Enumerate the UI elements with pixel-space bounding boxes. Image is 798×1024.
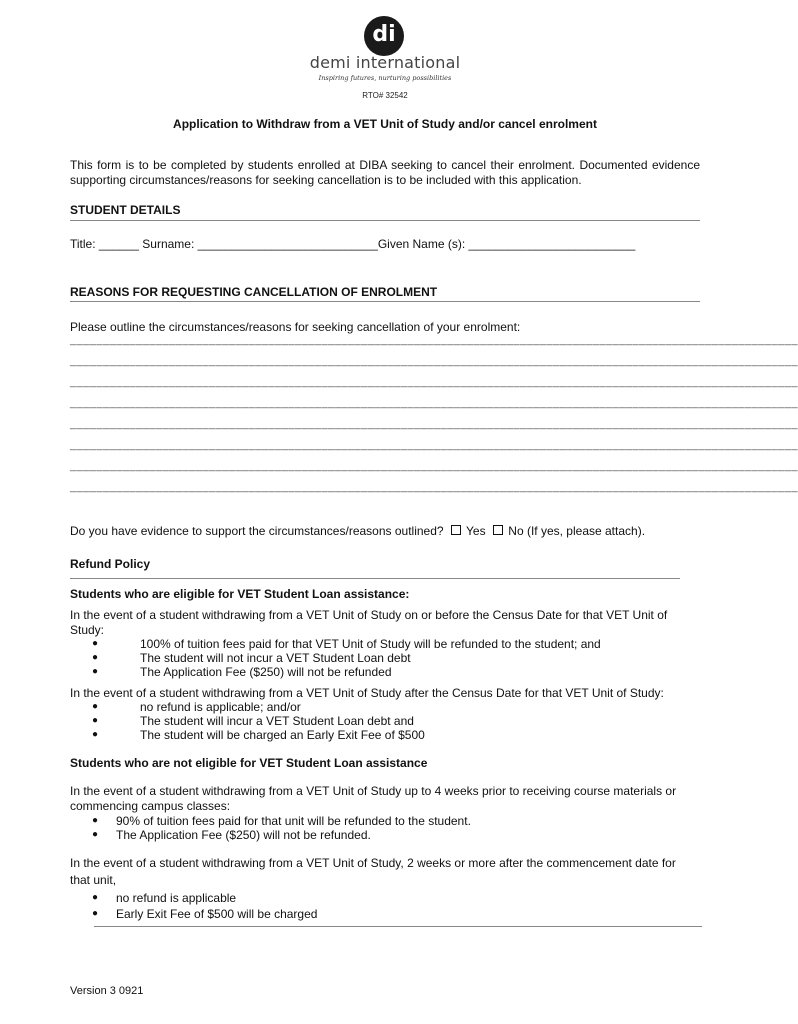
student-details-fields[interactable]: Title: ______ Surname: ___________________________Given Name (s): _________________________ — [70, 237, 636, 251]
reasons-prompt: Please outline the circumstances/reasons for seeking cancellation of your enrolment: — [70, 320, 521, 334]
reason-line[interactable]: ______________________________________________________________________________________________________________ — [70, 355, 798, 367]
no-checkbox[interactable] — [493, 525, 503, 535]
rto-number: RTO# 32542 — [362, 91, 408, 100]
list-item: ● The Application Fee ($250) will not be refunded — [92, 665, 392, 679]
not-eligible-first-text: In the event of a student withdrawing from a VET Unit of Study up to 4 weeks prior to receiving course materials or commencing campus classes: — [70, 784, 677, 813]
not-eligible-heading: Students who are not eligible for VET Student Loan assistance — [70, 756, 428, 770]
yes-checkbox[interactable] — [451, 525, 461, 535]
list-item: ● no refund is applicable — [92, 891, 237, 905]
eligible-before-text: In the event of a student withdrawing from a VET Unit of Study on or before the Census Date for that VET Unit of Study: — [70, 608, 668, 637]
no-label: No (If yes, please attach). — [508, 524, 646, 538]
eligible-heading: Students who are eligible for VET Student Loan assistance: — [70, 587, 410, 601]
form-title: Application to Withdraw from a VET Unit of Study and/or cancel enrolment — [173, 117, 597, 131]
list-item: ● Early Exit Fee of $500 will be charged — [92, 907, 318, 921]
divider — [94, 926, 702, 927]
org-name: demi international — [309, 53, 461, 72]
eligible-before-list — [70, 637, 700, 679]
divider — [70, 578, 680, 579]
reasons-heading: REASONS FOR REQUESTING CANCELLATION OF ENROLMENT — [70, 285, 438, 299]
list-item: ● 90% of tuition fees paid for that unit will be refunded to the student. — [92, 814, 471, 828]
not-eligible-second-text: In the event of a student withdrawing from a VET Unit of Study, 2 weeks or more after the commencement date for that unit, — [70, 856, 676, 887]
list-item: ● 100% of tuition fees paid for that VET Unit of Study will be refunded to the student; and — [92, 637, 601, 651]
reason-line[interactable]: ______________________________________________________________________________________________________________ — [70, 397, 798, 409]
student-details-heading: STUDENT DETAILS — [70, 203, 181, 217]
divider — [70, 220, 700, 221]
not-eligible-second-list — [70, 890, 700, 922]
reason-line[interactable]: ______________________________________________________________________________________________________________ — [70, 439, 798, 451]
reason-line[interactable]: ______________________________________________________________________________________________________________ — [70, 460, 798, 472]
list-item: ● The Application Fee ($250) will not be refunded. — [92, 828, 371, 842]
reason-line[interactable]: ______________________________________________________________________________________________________________ — [70, 418, 798, 430]
org-tagline: Inspiring futures, nurturing possibilities — [318, 74, 452, 82]
not-eligible-first-list — [70, 814, 700, 842]
reason-line[interactable]: ______________________________________________________________________________________________________________ — [70, 376, 798, 388]
list-item: ● The student will be charged an Early Exit Fee of $500 — [92, 728, 425, 742]
reason-line[interactable]: ______________________________________________________________________________________________________________ — [70, 334, 798, 346]
version-label: Version 3 0921 — [70, 985, 144, 997]
list-item: ● The student will not incur a VET Student Loan debt — [92, 651, 411, 665]
list-item: ● no refund is applicable; and/or — [92, 700, 301, 714]
list-item: ● The student will incur a VET Student Loan debt and — [92, 714, 414, 728]
reason-line[interactable]: ______________________________________________________________________________________________________________ — [70, 481, 798, 493]
eligible-after-list — [70, 700, 700, 742]
logo-mark: di — [364, 16, 404, 56]
yes-label: Yes — [466, 524, 486, 538]
divider — [70, 301, 700, 302]
intro-paragraph: This form is to be completed by students enrolled at DIBA seeking to cancel their enrolment. Documented evidence supporting circumstances/reasons for seeking cancellation is to be included with this application. — [70, 158, 700, 187]
evidence-row — [70, 524, 645, 539]
refund-policy-heading: Refund Policy — [70, 557, 151, 571]
evidence-question: Do you have evidence to support the circumstances/reasons outlined? — [70, 524, 444, 538]
eligible-after-text: In the event of a student withdrawing from a VET Unit of Study after the Census Date for that VET Unit of Study: — [70, 686, 664, 700]
